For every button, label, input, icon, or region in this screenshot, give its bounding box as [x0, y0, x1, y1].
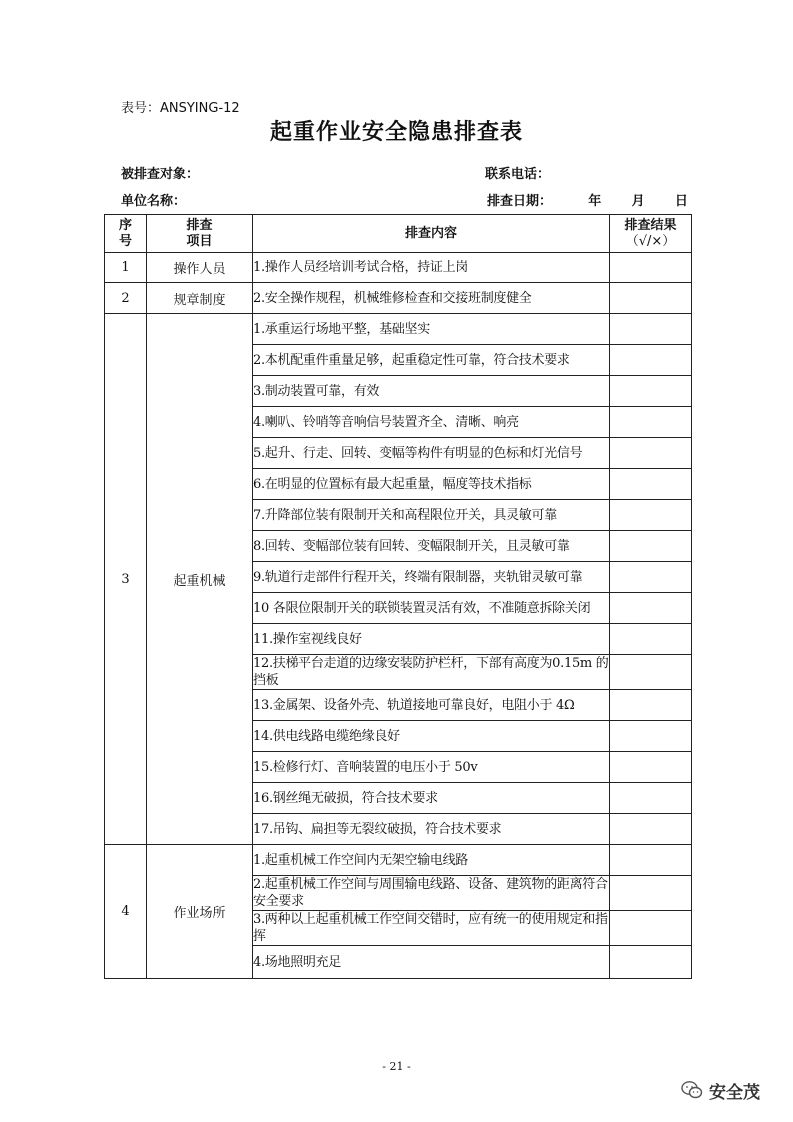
result-cell[interactable] [610, 407, 692, 438]
result-cell[interactable] [610, 253, 692, 283]
date-field [487, 190, 688, 209]
table-header-row [105, 215, 692, 253]
result-cell[interactable] [610, 438, 692, 469]
date-month: 月 [631, 194, 645, 209]
header-result-label: 排查结果 [624, 217, 677, 233]
content-cell: 15.检修行灯、音响装置的电压小于 50v [253, 752, 610, 783]
result-cell[interactable] [610, 690, 692, 721]
result-cell[interactable] [610, 752, 692, 783]
result-cell[interactable] [610, 814, 692, 845]
content-cell: 17.吊钩、扁担等无裂纹破损，符合技术要求 [253, 814, 610, 845]
seq-cell: 2 [105, 283, 147, 314]
result-cell[interactable] [610, 783, 692, 814]
result-cell[interactable] [610, 314, 692, 345]
contact-label: 联系电话： [485, 167, 551, 182]
content-cell: 2.本机配重件重量足够，起重稳定性可靠，符合技术要求 [253, 345, 610, 376]
result-cell[interactable] [610, 911, 692, 946]
result-cell[interactable] [610, 376, 692, 407]
page-title: 起重作业安全隐患排查表 [269, 120, 523, 145]
content-cell: 5.起升、行走、回转、变幅等构件有明显的色标和灯光信号 [253, 438, 610, 469]
result-cell[interactable] [610, 655, 692, 690]
content-cell: 6.在明显的位置标有最大起重量，幅度等技术指标 [253, 469, 610, 500]
header-content: 排查内容 [253, 215, 610, 253]
content-cell: 1.起重机械工作空间内无架空输电线路 [253, 845, 610, 876]
unit-label: 单位名称： [121, 194, 187, 209]
content-cell: 16.钢丝绳无破损，符合技术要求 [253, 783, 610, 814]
watermark [681, 1077, 760, 1103]
table-row [105, 283, 692, 314]
header-item: 排查项目 [147, 215, 253, 253]
unit-field [121, 190, 186, 209]
wechat-icon [681, 1080, 703, 1100]
contact-field [485, 163, 550, 182]
result-cell[interactable] [610, 500, 692, 531]
content-cell: 4.场地照明充足 [253, 946, 610, 979]
item-cell: 规章制度 [147, 283, 253, 314]
content-cell: 12.扶梯平台走道的边缘安装防护栏杆，下部有高度为0.15m 的挡板 [253, 656, 609, 688]
target-field [121, 163, 199, 182]
seq-cell: 4 [105, 845, 147, 979]
result-cell[interactable] [610, 876, 692, 911]
seq-cell: 1 [105, 253, 147, 283]
page-number: - 21 - [382, 1060, 411, 1073]
item-cell: 操作人员 [147, 253, 253, 283]
result-cell[interactable] [610, 345, 692, 376]
seq-cell: 3 [105, 314, 147, 845]
result-cell[interactable] [610, 946, 692, 979]
header-result [610, 215, 692, 253]
table-row [105, 314, 692, 345]
header-seq: 序号 [105, 215, 147, 253]
watermark-text: 安全茂 [709, 1082, 760, 1103]
date-year: 年 [588, 194, 602, 209]
result-cell[interactable] [610, 624, 692, 655]
content-cell: 4.喇叭、铃哨等音响信号装置齐全、清晰、响亮 [253, 407, 610, 438]
result-cell[interactable] [610, 845, 692, 876]
table-row [105, 253, 692, 283]
result-cell[interactable] [610, 721, 692, 752]
content-cell: 14.供电线路电缆绝缘良好 [253, 721, 610, 752]
content-cell: 1.操作人员经培训考试合格，持证上岗 [253, 253, 610, 283]
content-cell: 3.两种以上起重机械工作空间交错时，应有统一的使用规定和指挥 [253, 912, 608, 944]
content-cell: 9.轨道行走部件行程开关，终端有限制器，夹轨钳灵敏可靠 [253, 562, 610, 593]
table-row [105, 845, 692, 876]
inspection-table [104, 214, 692, 979]
result-cell[interactable] [610, 531, 692, 562]
content-cell: 2.起重机械工作空间与周围输电线路、设备、建筑物的距离符合安全要求 [253, 877, 608, 909]
date-label: 排查日期： [487, 194, 553, 209]
content-cell: 11.操作室视线良好 [253, 624, 610, 655]
content-cell: 13.金属架、设备外壳、轨道接地可靠良好，电阻小于 4Ω [253, 690, 610, 721]
target-label: 被排查对象： [121, 167, 200, 182]
item-cell: 作业场所 [147, 845, 253, 979]
form-number: 表号：ANSYING-12 [121, 101, 240, 116]
content-cell: 3.制动装置可靠，有效 [253, 376, 610, 407]
header-result-sub: （√/×） [625, 233, 676, 249]
result-cell[interactable] [610, 283, 692, 314]
date-day: 日 [674, 194, 688, 209]
item-cell: 起重机械 [147, 314, 253, 845]
result-cell[interactable] [610, 593, 692, 624]
result-cell[interactable] [610, 562, 692, 593]
content-cell: 2.安全操作规程，机械维修检查和交接班制度健全 [253, 283, 610, 314]
content-cell: 1.承重运行场地平整，基础坚实 [253, 314, 610, 345]
content-cell: 10 各限位限制开关的联锁装置灵活有效，不准随意拆除关闭 [253, 593, 610, 624]
result-cell[interactable] [610, 469, 692, 500]
content-cell: 7.升降部位装有限制开关和高程限位开关，具灵敏可靠 [253, 500, 610, 531]
content-cell: 8.回转、变幅部位装有回转、变幅限制开关，且灵敏可靠 [253, 531, 610, 562]
